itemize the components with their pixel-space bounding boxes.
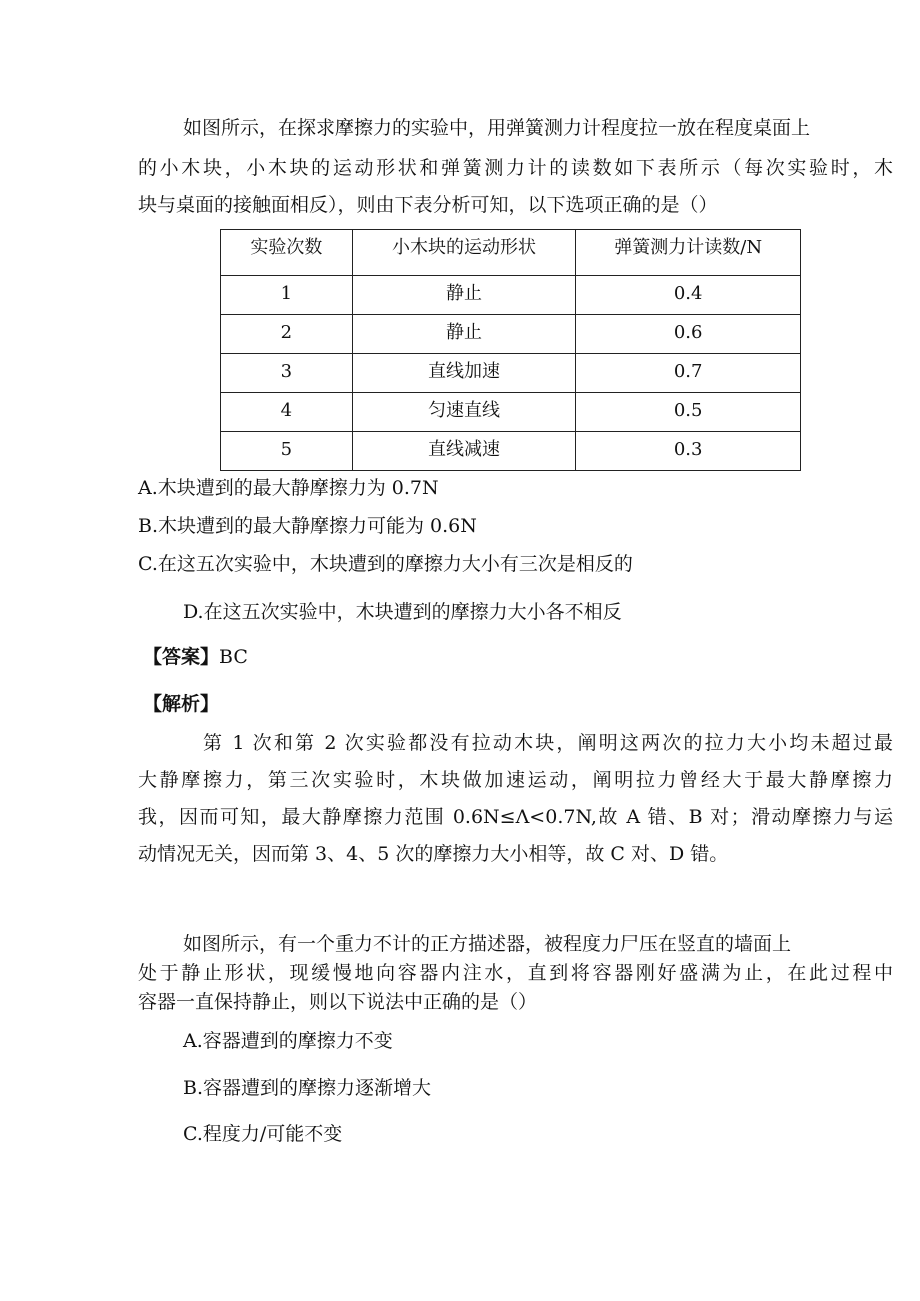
answer-line xyxy=(143,645,248,669)
table-row xyxy=(221,393,801,432)
table-cell: 静止 xyxy=(352,315,576,354)
answer-value: BC xyxy=(219,646,248,668)
table-cell: 1 xyxy=(221,276,353,315)
table-row xyxy=(221,315,801,354)
table-header-row xyxy=(221,230,801,276)
question2-stem-line-1: 如图所示，有一个重力不计的正方描述器，被程度力尸压在竖直的墙面上 xyxy=(183,933,792,955)
table-header-cell: 实验次数 xyxy=(221,230,353,276)
table-cell: 2 xyxy=(221,315,353,354)
table-cell: 0.6 xyxy=(576,315,801,354)
table-cell: 0.7 xyxy=(576,354,801,393)
table-cell: 直线减速 xyxy=(352,432,576,471)
experiment-table xyxy=(220,229,801,471)
question1-stem-line-1: 如图所示，在探求摩擦力的实验中，用弹簧测力计程度拉一放在程度桌面上 xyxy=(183,117,811,139)
question2-stem-line-2: 处于静止形状，现缓慢地向容器内注水，直到将容器刚好盛满为止，在此过程中 xyxy=(138,962,893,984)
table-header-cell: 小木块的运动形状 xyxy=(352,230,576,276)
question1-stem-line-2: 的小木块，小木块的运动形状和弹簧测力计的读数如下表所示（每次实验时，木 xyxy=(138,157,893,179)
table-row xyxy=(221,276,801,315)
question1-option-b: B.木块遭到的最大静摩擦力可能为 0.6N xyxy=(138,515,477,537)
table-header-cell: 弹簧测力计读数/N xyxy=(576,230,801,276)
analysis-line-4: 动情况无关，因而第 3、4、5 次的摩擦力大小相等，故 C 对、D 错。 xyxy=(138,843,729,865)
table-row xyxy=(221,354,801,393)
question2-option-a: A.容器遭到的摩擦力不变 xyxy=(183,1030,393,1052)
table-cell: 0.3 xyxy=(576,432,801,471)
table-cell: 直线加速 xyxy=(352,354,576,393)
table-cell: 0.4 xyxy=(576,276,801,315)
question1-option-c: C.在这五次实验中，木块遭到的摩擦力大小有三次是相反的 xyxy=(138,553,633,575)
question1-option-a: A.木块遭到的最大静摩擦力为 0.7N xyxy=(138,477,439,499)
analysis-line-2: 大静摩擦力，第三次实验时，木块做加速运动，阐明拉力曾经大于最大静摩擦力 xyxy=(138,769,893,791)
analysis-line-1: 第 1 次和第 2 次实验都没有拉动木块，阐明这两次的拉力大小均未超过最 xyxy=(203,732,893,754)
table-cell: 静止 xyxy=(352,276,576,315)
table-row xyxy=(221,432,801,471)
question1-option-d: D.在这五次实验中，木块遭到的摩擦力大小各不相反 xyxy=(183,601,622,623)
answer-label: 【答案】 xyxy=(143,646,220,668)
question2-option-c: C.程度力/可能不变 xyxy=(183,1123,343,1145)
table-cell: 匀速直线 xyxy=(352,393,576,432)
question1-stem-line-3: 块与桌面的接触面相反），则由下表分析可知，以下选项正确的是（） xyxy=(138,194,718,216)
table-cell: 0.5 xyxy=(576,393,801,432)
table-cell: 3 xyxy=(221,354,353,393)
table-cell: 5 xyxy=(221,432,353,471)
question2-option-b: B.容器遭到的摩擦力逐渐增大 xyxy=(183,1077,432,1099)
analysis-label: 【解析】 xyxy=(143,693,220,715)
table-cell: 4 xyxy=(221,393,353,432)
question2-stem-line-3: 容器一直保持静止，则以下说法中正确的是（） xyxy=(138,991,538,1013)
analysis-line-3: 我，因而可知，最大静摩擦力范围 0.6N≤Λ<0.7N,故 A 错、B 对；滑动摩擦力与运 xyxy=(138,806,893,828)
